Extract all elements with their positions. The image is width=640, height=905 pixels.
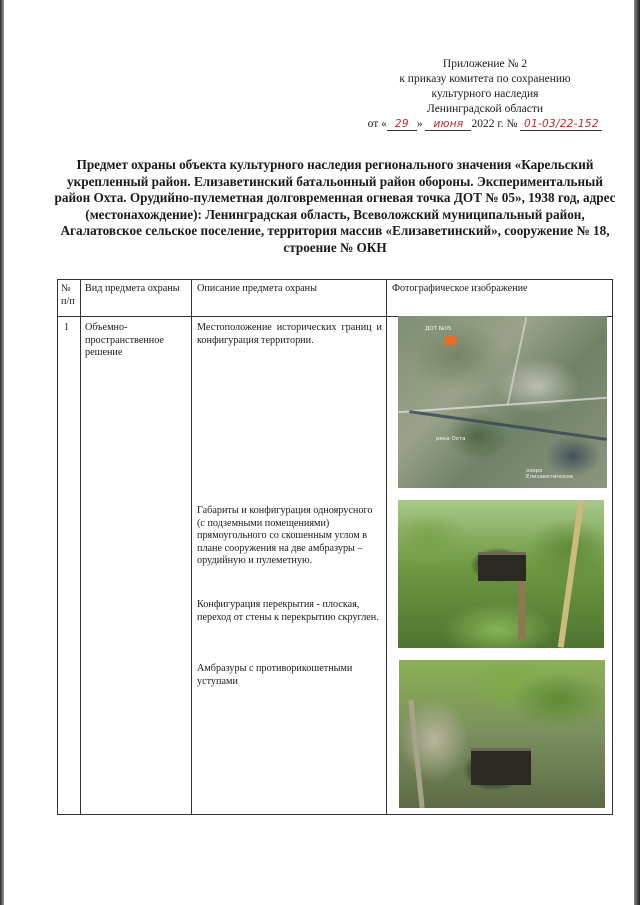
scan-edge-left	[0, 0, 4, 905]
bunker-photo-2-embrasure	[471, 748, 531, 785]
map-label-lake-2: Елизаветинское	[526, 474, 573, 480]
header-photo: Фотографическое изображение	[392, 283, 528, 294]
desc-roof: Конфигурация перекрытия - плоская, переход от стены к перекрытию скруглен.	[197, 599, 379, 623]
map-road	[398, 397, 607, 414]
map-label-river: река Охта	[436, 436, 466, 442]
header-num: № п/п	[61, 283, 75, 307]
col-divider-1	[80, 280, 81, 814]
bunker-photo-1	[398, 500, 604, 648]
bunker-photo-2	[399, 660, 605, 808]
handwritten-number: 01-03/22-152	[523, 118, 599, 130]
header-type: Вид предмета охраны	[85, 283, 180, 294]
from-prefix: от «	[367, 118, 387, 130]
scan-edge-right	[634, 0, 640, 905]
order-date-line	[355, 117, 615, 132]
appendix-line-2: к приказу комитета по сохранению	[399, 73, 571, 85]
map-label-marker: ДОТ №05	[425, 326, 452, 332]
quote-close: »	[416, 118, 423, 130]
header-desc: Описание предмета охраны	[197, 283, 317, 294]
appendix-line-4: Ленинградской области	[426, 103, 544, 115]
day-blank	[387, 118, 417, 131]
row-num: 1	[64, 322, 70, 333]
col-divider-3	[386, 280, 387, 814]
desc-dimensions: Габариты и конфигурация одноярусного (с подземными помещениями) прямоугольного со скошенным углом в плане сооружения на две амбразуры – орудийную и пулеметную.	[197, 505, 373, 566]
year-text: 2022 г. №	[471, 118, 518, 130]
protection-subject-table	[57, 279, 613, 815]
site-marker	[445, 336, 456, 345]
month-blank	[425, 118, 471, 131]
col-divider-2	[191, 280, 192, 814]
handwritten-day: 29	[394, 118, 409, 130]
bunker-photo-1-post	[518, 580, 526, 640]
desc-location: Местоположение исторических границ и конфигурация территории.	[197, 322, 382, 346]
handwritten-month: июня	[433, 118, 464, 130]
location-map-photo	[398, 316, 607, 488]
map-label-lake-1: озеро	[526, 468, 543, 474]
desc-embrasures: Амбразуры с противорикошетными уступами	[197, 663, 353, 687]
bunker-photo-1-tree	[558, 500, 585, 647]
appendix-line-3: культурного наследия	[431, 88, 539, 100]
appendix-header	[355, 57, 615, 132]
bunker-photo-1-embrasure	[478, 552, 526, 581]
document-title: Предмет охраны объекта культурного наследия регионального значения «Карельский укрепленный район. Елизаветинский батальонный район обороны. Экспериментальный район Охта. Орудийно-пулеметная долговременная огневая точка ДОТ № 05», 1938 год, адрес (местонахождение): Ленинградская область, Всеволожский муниципальный район, Агалатовское сельское поселение, территория массив «Елизаветинский», сооружение № 18, строение № ОКН	[54, 157, 616, 255]
bunker-photo-2-tree	[408, 700, 424, 808]
map-road-2	[507, 317, 528, 405]
row-type: Объемно-пространственное решение	[85, 322, 164, 358]
appendix-line-1: Приложение № 2	[442, 58, 528, 70]
number-blank	[520, 118, 602, 131]
